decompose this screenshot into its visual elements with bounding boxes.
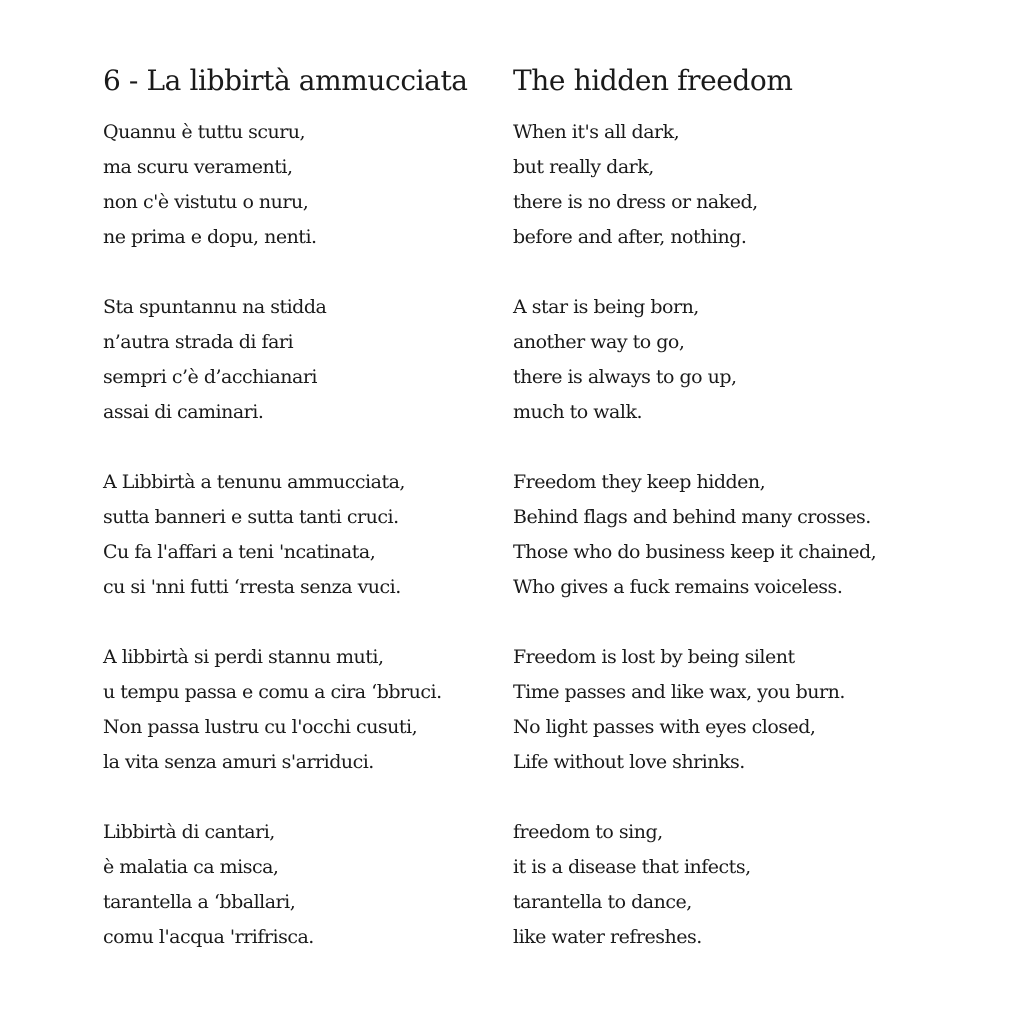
- poem-line: Freedom they keep hidden,: [513, 471, 766, 493]
- poem-line: Cu fa l'affari a teni 'ncatinata,: [103, 541, 376, 563]
- poem-line: Time passes and like wax, you burn.: [513, 681, 845, 703]
- poem-line: comu l'acqua 'rrifrisca.: [103, 926, 314, 948]
- poem-line: Non passa lustru cu l'occhi cusuti,: [103, 716, 418, 738]
- poem-line: there is always to go up,: [513, 366, 737, 388]
- poem-line: sutta banneri e sutta tanti cruci.: [103, 506, 399, 528]
- poem-line: Those who do business keep it chained,: [513, 541, 877, 563]
- poem-line: freedom to sing,: [513, 821, 663, 843]
- poem-line: another way to go,: [513, 331, 685, 353]
- translation-poem-column: [513, 62, 983, 990]
- poem-line: Libbirtà di cantari,: [103, 821, 275, 843]
- poem-line: but really dark,: [513, 156, 654, 178]
- original-stanzas: [103, 115, 498, 955]
- poem-line: sempri c’è d’acchianari: [103, 366, 318, 388]
- translation-title: The hidden freedom: [513, 64, 793, 97]
- poem-line: n’autra strada di fari: [103, 331, 294, 353]
- translation-stanza-3: [513, 465, 983, 605]
- original-stanza-5: [103, 815, 498, 955]
- poem-line: like water refreshes.: [513, 926, 702, 948]
- original-stanza-4: [103, 640, 498, 780]
- poem-line: ma scuru veramenti,: [103, 156, 293, 178]
- poem-line: assai di caminari.: [103, 401, 264, 423]
- original-stanza-2: [103, 290, 498, 430]
- poem-line: When it's all dark,: [513, 121, 680, 143]
- poem-line: è malatia ca misca,: [103, 856, 279, 878]
- poem-line: cu si 'nni futti ‘rresta senza vuci.: [103, 576, 401, 598]
- poem-line: before and after, nothing.: [513, 226, 747, 248]
- poem-line: No light passes with eyes closed,: [513, 716, 816, 738]
- poem-line: there is no dress or naked,: [513, 191, 758, 213]
- translation-stanza-1: [513, 115, 983, 255]
- poem-line: tarantella to dance,: [513, 891, 692, 913]
- original-stanza-3: [103, 465, 498, 605]
- poem-line: la vita senza amuri s'arriduci.: [103, 751, 374, 773]
- poem-line: u tempu passa e comu a cira ‘bbruci.: [103, 681, 442, 703]
- translation-stanzas: [513, 115, 983, 955]
- original-poem-column: [103, 62, 498, 990]
- poem-line: Sta spuntannu na stidda: [103, 296, 327, 318]
- poem-line: Behind flags and behind many crosses.: [513, 506, 871, 528]
- translation-stanza-5: [513, 815, 983, 955]
- poem-line: ne prima e dopu, nenti.: [103, 226, 317, 248]
- poem-line: it is a disease that infects,: [513, 856, 751, 878]
- original-stanza-1: [103, 115, 498, 255]
- poem-line: Quannu è tuttu scuru,: [103, 121, 306, 143]
- poem-line: tarantella a ‘bballari,: [103, 891, 296, 913]
- translation-stanza-2: [513, 290, 983, 430]
- translation-stanza-4: [513, 640, 983, 780]
- original-title: 6 - La libbirtà ammucciata: [103, 64, 468, 97]
- poem-line: A star is being born,: [513, 296, 699, 318]
- poem-line: Freedom is lost by being silent: [513, 646, 795, 668]
- poem-line: much to walk.: [513, 401, 643, 423]
- poem-line: non c'è vistutu o nuru,: [103, 191, 309, 213]
- poem-line: Who gives a fuck remains voiceless.: [513, 576, 843, 598]
- poem-line: A libbirtà si perdi stannu muti,: [103, 646, 384, 668]
- poem-line: Life without love shrinks.: [513, 751, 745, 773]
- poem-line: A Libbirtà a tenunu ammucciata,: [103, 471, 405, 493]
